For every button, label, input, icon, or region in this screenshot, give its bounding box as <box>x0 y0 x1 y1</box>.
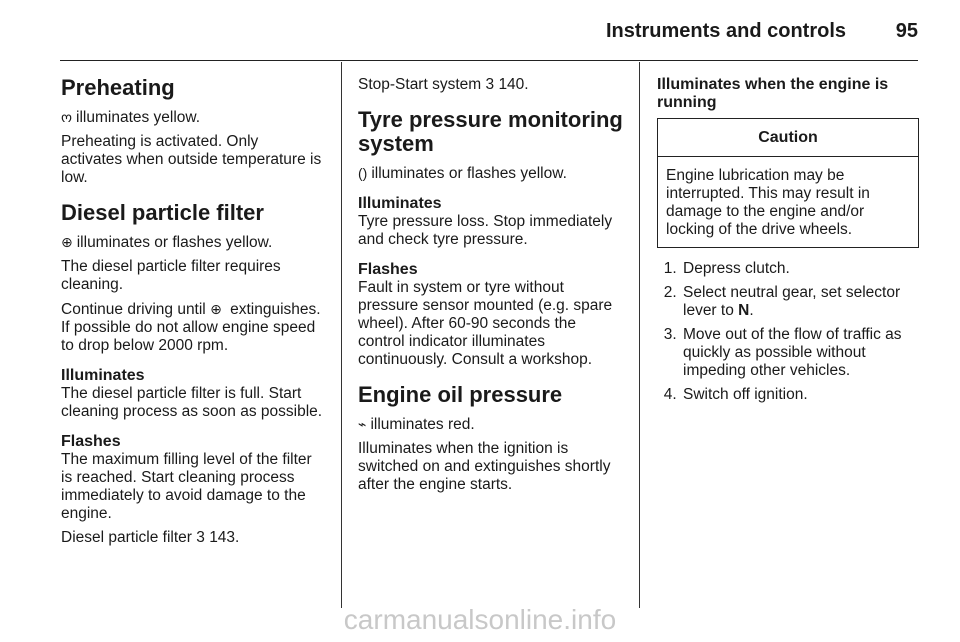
stop-start-reference: Stop-Start system 3 140. <box>358 76 529 93</box>
dpf-status: ⊕ illuminates or flashes yellow. <box>61 234 273 251</box>
dpf-flashes-text: The maximum filling level of the filter is reached. Start cleaning process immediately to avoid damage to the engine. <box>61 451 312 522</box>
steps-list <box>657 260 919 404</box>
oil-pressure-status: ⌁ illuminates red. <box>358 416 475 433</box>
page-number: 95 <box>895 20 918 42</box>
tpms-illuminates-heading: Illuminates <box>358 195 442 212</box>
particle-filter-icon: ⊕ <box>210 301 222 317</box>
dpf-text-2: Continue driving until ⊕ extinguishes. If possible do not allow engine speed to drop below 2000 rpm. <box>61 301 321 354</box>
dpf-text-1: The diesel particle filter requires cleaning. <box>61 258 281 293</box>
watermark: carmanualsonline.info <box>343 604 617 635</box>
particle-filter-icon: ⊕ <box>61 234 73 250</box>
dpf-flashes-heading: Flashes <box>61 433 121 450</box>
dpf-illuminates-heading: Illuminates <box>61 367 145 384</box>
caution-text: Engine lubrication may be interrupted. This may result in damage to the engine and/or locking of the drive wheels. <box>666 167 870 238</box>
oil-pressure-text: Illuminates when the ignition is switched on and extinguishes shortly after the engine starts. <box>358 440 611 493</box>
caution-box <box>657 118 919 248</box>
list-item: 4. Switch off ignition. <box>681 386 919 404</box>
header-title: Instruments and controls <box>605 20 846 42</box>
tpms-illuminates-text: Tyre pressure loss. Stop immediately and check tyre pressure. <box>358 213 613 248</box>
tpms-flashes-heading: Flashes <box>358 261 418 278</box>
column-3 <box>657 76 919 410</box>
dpf-illuminates-text: The diesel particle filter is full. Start cleaning process as soon as possible. <box>61 385 323 420</box>
column-separator <box>341 62 342 608</box>
preheating-text: Preheating is activated. Only activates when outside temperature is low. <box>61 133 322 186</box>
column-separator <box>639 62 640 608</box>
list-item: 2. Select neutral gear, set selector lever to N. <box>681 284 919 320</box>
tpms-flashes-text: Fault in system or tyre without pressure sensor mounted (e.g. spare wheel). After 60-90 seconds the control indicator illuminates continuously. Consult a workshop. <box>358 279 613 368</box>
column-2 <box>358 76 624 500</box>
oil-pressure-heading: Engine oil pressure <box>358 382 563 407</box>
glow-plug-icon: ო <box>61 109 73 125</box>
column-1 <box>61 76 323 553</box>
tyre-pressure-icon: () <box>358 165 368 181</box>
caution-title: Caution <box>658 119 918 157</box>
page-header <box>60 16 918 61</box>
dpf-heading: Diesel particle filter <box>61 200 264 225</box>
oil-can-icon: ⌁ <box>358 416 367 432</box>
list-item: 3. Move out of the flow of traffic as quickly as possible without impeding other vehicles. <box>681 326 919 380</box>
tpms-status: () illuminates or flashes yellow. <box>358 165 567 182</box>
tpms-heading: Tyre pressure monitoring system <box>358 107 623 156</box>
page-ref-arrow-icon: 3 <box>485 76 495 93</box>
engine-running-heading: Illuminates when the engine is running <box>657 76 889 111</box>
list-item: 1. Depress clutch. <box>681 260 919 278</box>
preheating-heading: Preheating <box>61 75 175 100</box>
preheating-status: ო illuminates yellow. <box>61 109 201 126</box>
page-ref-arrow-icon: 3 <box>196 529 205 546</box>
dpf-reference: Diesel particle filter 3 143. <box>61 529 240 546</box>
